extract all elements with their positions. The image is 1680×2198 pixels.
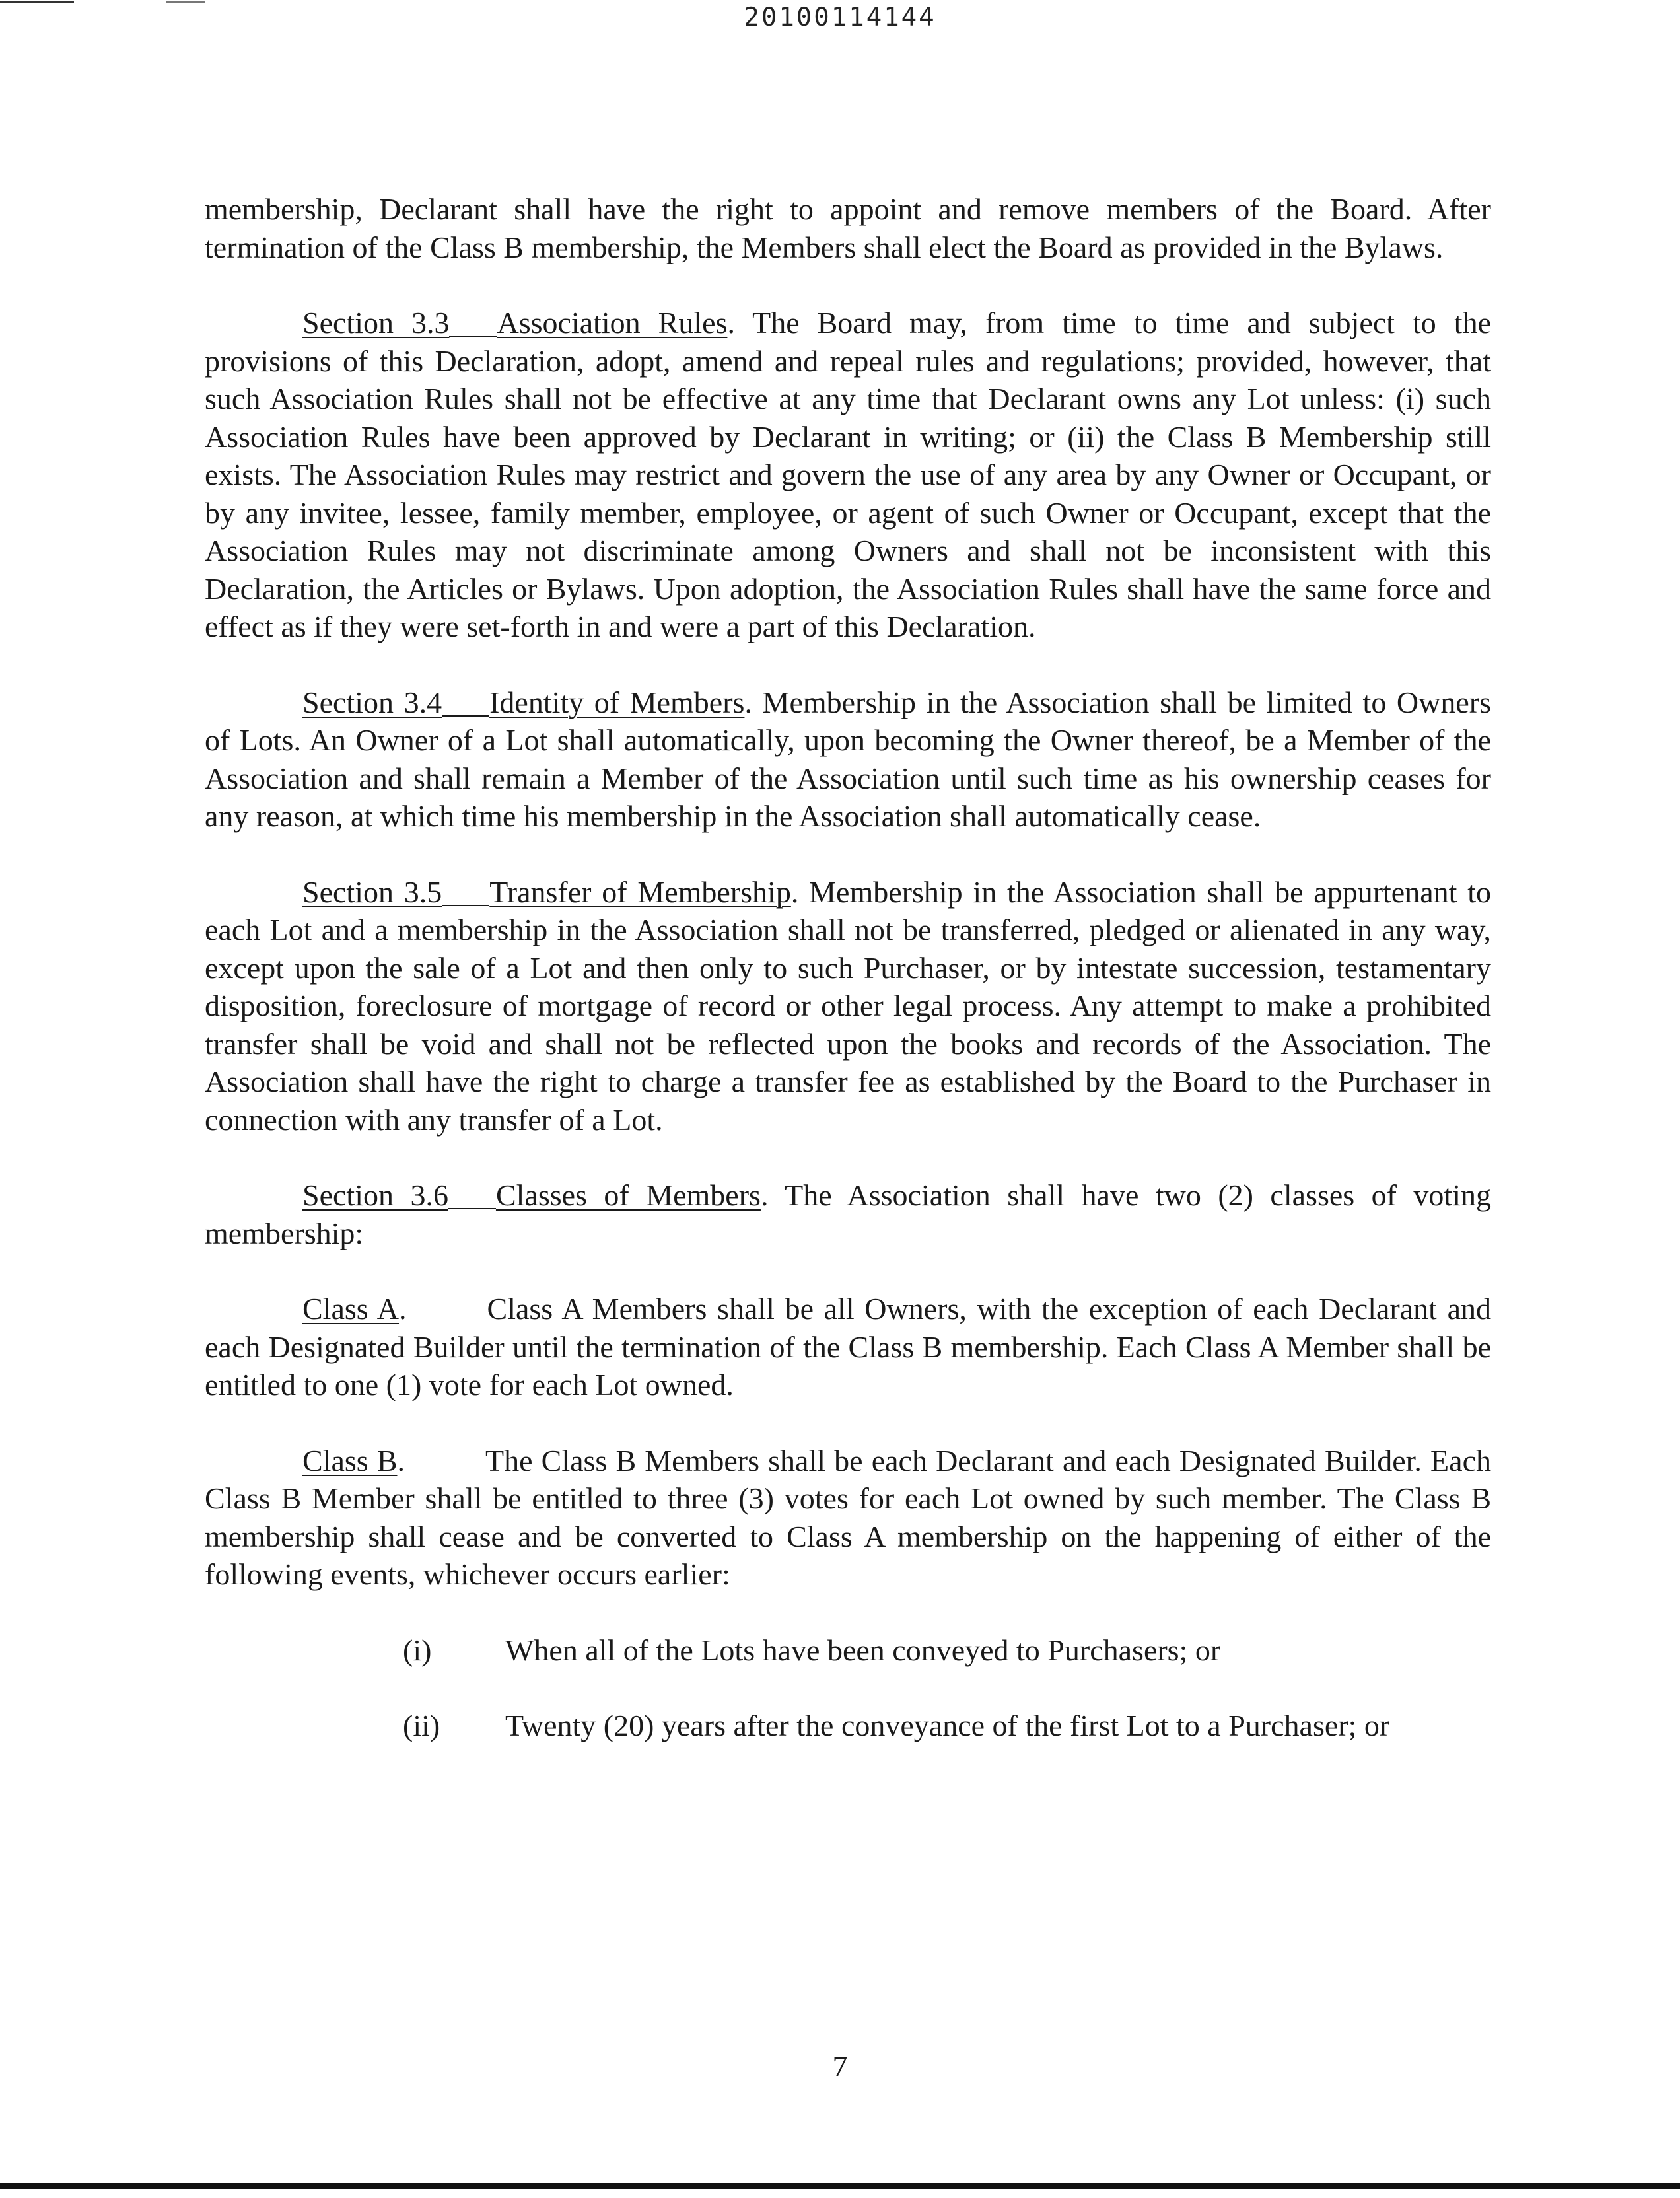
conditions-list	[205, 1631, 1491, 1745]
section-number: Section 3.6	[302, 1178, 448, 1212]
list-item-text: Twenty (20) years after the conveyance of the first Lot to a Purchaser; or	[505, 1709, 1390, 1742]
class-b-paragraph: Class B. The Class B Members shall be each Declarant and each Designated Builder. Each Class B Member shall be entitled to three (3) votes for each Lot owned by such member. The Class B membership shall cease and be converted to Class A membership on the happening of either of the following events, whichever occurs earlier:	[205, 1443, 1491, 1591]
list-item-text: When all of the Lots have been conveyed to Purchasers; or	[505, 1633, 1221, 1667]
section-3-5	[205, 873, 1491, 1139]
section-title: Association Rules	[497, 306, 728, 339]
page-number: 7	[832, 2049, 848, 2083]
section-number: Section 3.3	[302, 306, 450, 339]
section-body: . The Association shall have two (2) classes of voting membership:	[205, 1178, 1491, 1250]
class-label: Class B	[302, 1443, 398, 1477]
section-title: Identity of Members	[489, 685, 745, 719]
section-title: Classes of Members	[495, 1178, 761, 1212]
class-body: Class A Members shall be all Owners, with the exception of each Declarant and each Designated Builder until the termination of the Class B membership. Each Class A Member shall be entitled to one (1) vote for each Lot owned.	[205, 1292, 1492, 1401]
document-number: 20100114144	[744, 3, 936, 32]
list-item-number: (ii)	[403, 1709, 440, 1742]
class-a-paragraph: Class A. Class A Members shall be all Owners, with the exception of each Declarant and each Designated Builder until the termination of the Class B membership. Each Class A Member shall be entitled to one (1) vote for each Lot owned.	[205, 1292, 1492, 1401]
section-3-3	[205, 304, 1491, 646]
list-item	[205, 1707, 1491, 1745]
class-label: Class A	[302, 1292, 400, 1326]
section-body: . Membership in the Association shall be limited to Owners of Lots. An Owner of a Lot shall automatically, upon becoming the Owner thereof, be a Member of the Association and shall remain a Member of the Association until such time as his ownership ceases for any reason, at which time his membership in the Association shall automatically cease.	[205, 685, 1491, 833]
class-body: The Class B Members shall be each Declarant and each Designated Builder. Each Class B Member shall be entitled to three (3) votes for each Lot owned by such member. The Class B membership shall cease and be converted to Class A membership on the happening of either of the following events, whichever occurs earlier:	[205, 1443, 1491, 1591]
paragraph-intro: membership, Declarant shall have the right to appoint and remove members of the Board. After termination of the Class B membership, the Members shall elect the Board as provided in the Bylaws.	[205, 192, 1491, 264]
section-body: . The Board may, from time to time and subject to the provisions of this Declaration, adopt, amend and repeal rules and regulations; provided, however, that such Association Rules shall not be effective at any time that Declarant owns any Lot unless: (i) such Association Rules have been approved by Declarant in writing; or (ii) the Class B Membership still exists. The Association Rules may restrict and govern the use of any area by any Owner or Occupant, or by any invitee, lessee, family member, employee, or agent of such Owner or Occupant, except that the Association Rules may not discriminate among Owners and shall not be inconsistent with this Declaration, the Articles or Bylaws. Upon adoption, the Association Rules shall have the same force and effect as if they were set-forth in and were a part of this Declaration.	[205, 306, 1491, 643]
document-body	[205, 190, 1491, 1783]
section-number: Section 3.5	[302, 874, 442, 909]
list-item-number: (i)	[403, 1633, 432, 1667]
bottom-rule	[0, 2183, 1680, 2189]
section-number: Section 3.4	[302, 685, 442, 719]
section-3-6	[205, 1176, 1491, 1252]
section-body: . Membership in the Association shall be appurtenant to each Lot and a membership in the Association shall not be transferred, pledged or alienated in any way, except upon the sale of a Lot and then only to such Purchaser, or by intestate succession, testamentary disposition, foreclosure of mortgage of record or other legal process. Any attempt to make a prohibited transfer shall be void and shall not be reflected upon the books and records of the Association. The Association shall have the right to charge a transfer fee as established by the Board to the Purchaser in connection with any transfer of a Lot.	[205, 874, 1491, 1137]
list-item	[205, 1631, 1491, 1670]
section-3-4	[205, 684, 1491, 835]
section-title: Transfer of Membership	[489, 874, 791, 909]
